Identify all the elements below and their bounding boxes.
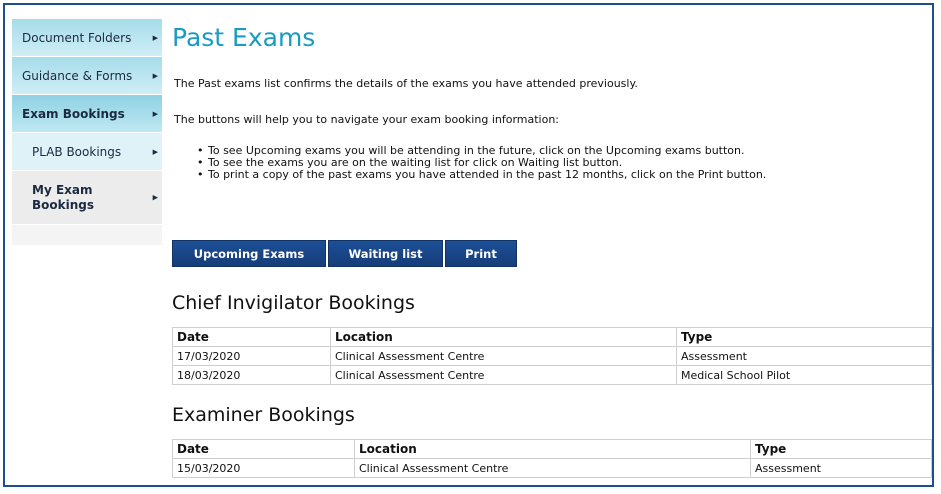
sidebar-item-guidance-forms[interactable] [12, 57, 162, 95]
cell-location: Clinical Assessment Centre [355, 459, 751, 478]
upcoming-exams-button[interactable]: Upcoming Exams [172, 240, 326, 267]
chevron-right-icon: ▶ [152, 71, 158, 80]
intro-text: The Past exams list confirms the details of the exams you have attended previously. [174, 77, 638, 90]
sidebar-item-label: My Exam Bookings [32, 182, 95, 212]
cell-type: Assessment [677, 347, 932, 366]
page-frame [3, 3, 934, 487]
instruction-list [197, 145, 766, 181]
nav-help-text: The buttons will help you to navigate your exam booking information: [174, 113, 560, 126]
button-row [172, 240, 517, 267]
main-content [172, 15, 932, 475]
sidebar-item-label: Guidance & Forms [22, 68, 133, 83]
sidebar-item-my-exam-bookings[interactable] [12, 171, 162, 225]
sidebar-nav [12, 19, 162, 245]
sidebar-item-label: PLAB Bookings [32, 144, 122, 159]
cell-type: Assessment [751, 459, 932, 478]
cell-date: 18/03/2020 [173, 366, 331, 385]
chief-invigilator-heading: Chief Invigilator Bookings [172, 292, 415, 314]
cell-location: Clinical Assessment Centre [331, 366, 677, 385]
table-row [173, 366, 932, 385]
examiner-table [172, 439, 932, 478]
column-header-type: Type [677, 328, 932, 347]
chevron-right-icon: ▶ [152, 109, 158, 118]
column-header-type: Type [751, 440, 932, 459]
table-row [173, 347, 932, 366]
table-row [173, 459, 932, 478]
chevron-right-icon: ▶ [152, 33, 158, 42]
list-item: • To see Upcoming exams you will be attending in the future, click on the Upcoming exams button. [197, 145, 766, 157]
waiting-list-button[interactable]: Waiting list [328, 240, 443, 267]
column-header-date: Date [173, 440, 355, 459]
sidebar-spacer [12, 225, 162, 245]
sidebar-item-exam-bookings[interactable] [12, 95, 162, 133]
sidebar-item-plab-bookings[interactable] [12, 133, 162, 171]
page-title: Past Exams [172, 23, 316, 52]
print-button[interactable]: Print [445, 240, 517, 267]
cell-date: 15/03/2020 [173, 459, 355, 478]
examiner-heading: Examiner Bookings [172, 404, 355, 426]
chevron-right-icon: ▶ [152, 193, 158, 201]
table-header-row [173, 440, 932, 459]
cell-date: 17/03/2020 [173, 347, 331, 366]
sidebar-item-label: Document Folders [22, 30, 132, 45]
column-header-date: Date [173, 328, 331, 347]
chief-invigilator-table [172, 327, 932, 385]
column-header-location: Location [355, 440, 751, 459]
chevron-right-icon: ▶ [152, 147, 158, 156]
cell-location: Clinical Assessment Centre [331, 347, 677, 366]
list-item: • To print a copy of the past exams you have attended in the past 12 months, click on the Print button. [197, 169, 766, 181]
table-header-row [173, 328, 932, 347]
sidebar-item-document-folders[interactable] [12, 19, 162, 57]
cell-type: Medical School Pilot [677, 366, 932, 385]
column-header-location: Location [331, 328, 677, 347]
sidebar-item-label: Exam Bookings [22, 106, 125, 121]
list-item: • To see the exams you are on the waiting list for click on Waiting list button. [197, 157, 766, 169]
